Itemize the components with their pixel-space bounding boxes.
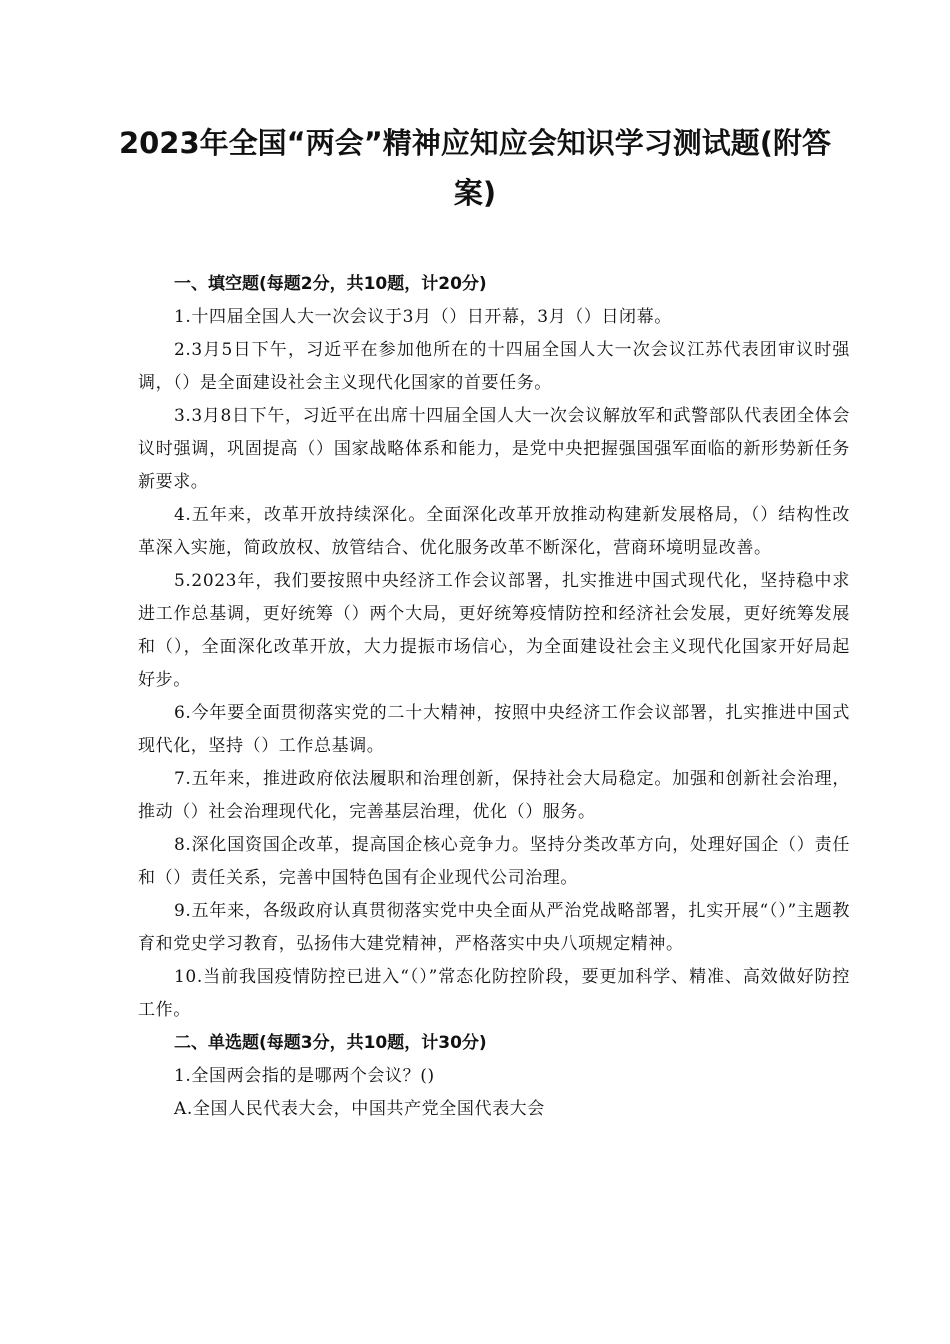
question-item: 10.当前我国疫情防控已进入“（）”常态化防控阶段，要更加科学、精准、高效做好防控工作。 <box>138 967 850 1020</box>
question-item: 2.3月5日下午，习近平在参加他所在的十四届全国人大一次会议江苏代表团审议时强调，（）是全面建设社会主义现代化国家的首要任务。 <box>138 340 850 393</box>
section-heading-single-choice: 二、单选题(每题3分，共10题，计30分) <box>174 1033 487 1053</box>
question-item: 6.今年要全面贯彻落实党的二十大精神，按照中央经济工作会议部署，扎实推进中国式现代化，坚持（）工作总基调。 <box>138 703 850 756</box>
question-item: 9.五年来，各级政府认真贯彻落实党中央全面从严治党战略部署，扎实开展“（）”主题教育和党史学习教育，弘扬伟大建党精神，严格落实中央八项规定精神。 <box>138 901 850 954</box>
question-item: 4.五年来，改革开放持续深化。全面深化改革开放推动构建新发展格局，（）结构性改革深入实施，简政放权、放管结合、优化服务改革不断深化，营商环境明显改善。 <box>138 505 850 558</box>
question-item: 8.深化国资国企改革，提高国企核心竞争力。坚持分类改革方向，处理好国企（）责任和（）责任关系，完善中国特色国有企业现代公司治理。 <box>138 835 850 888</box>
question-item: 5.2023年，我们要按照中央经济工作会议部署，扎实推进中国式现代化，坚持稳中求进工作总基调，更好统筹（）两个大局，更好统筹疫情防控和经济社会发展，更好统筹发展和（），全面深化改革开放，大力提振市场信心，为全面建设社会主义现代化国家开好局起好步。 <box>138 571 850 690</box>
document-body <box>138 268 850 1126</box>
section-heading-fill-in: 一、填空题(每题2分，共10题，计20分) <box>174 274 487 294</box>
question-item: 3.3月8日下午，习近平在出席十四届全国人大一次会议解放军和武警部队代表团全体会议时强调，巩固提高（）国家战略体系和能力，是党中央把握强国强军面临的新形势新任务新要求。 <box>138 406 850 492</box>
question-item: 1.十四届全国人大一次会议于3月（）日开幕，3月（）日闭幕。 <box>174 307 672 327</box>
question-item: 7.五年来，推进政府依法履职和治理创新，保持社会大局稳定。加强和创新社会治理，推动（）社会治理现代化，完善基层治理，优化（）服务。 <box>138 769 850 822</box>
document-title: 2023年全国“两会”精神应知应会知识学习测试题(附答案) <box>118 126 832 210</box>
question-item: 1.全国两会指的是哪两个会议？() <box>174 1066 435 1086</box>
answer-option-a: A.全国人民代表大会，中国共产党全国代表大会 <box>174 1099 545 1119</box>
